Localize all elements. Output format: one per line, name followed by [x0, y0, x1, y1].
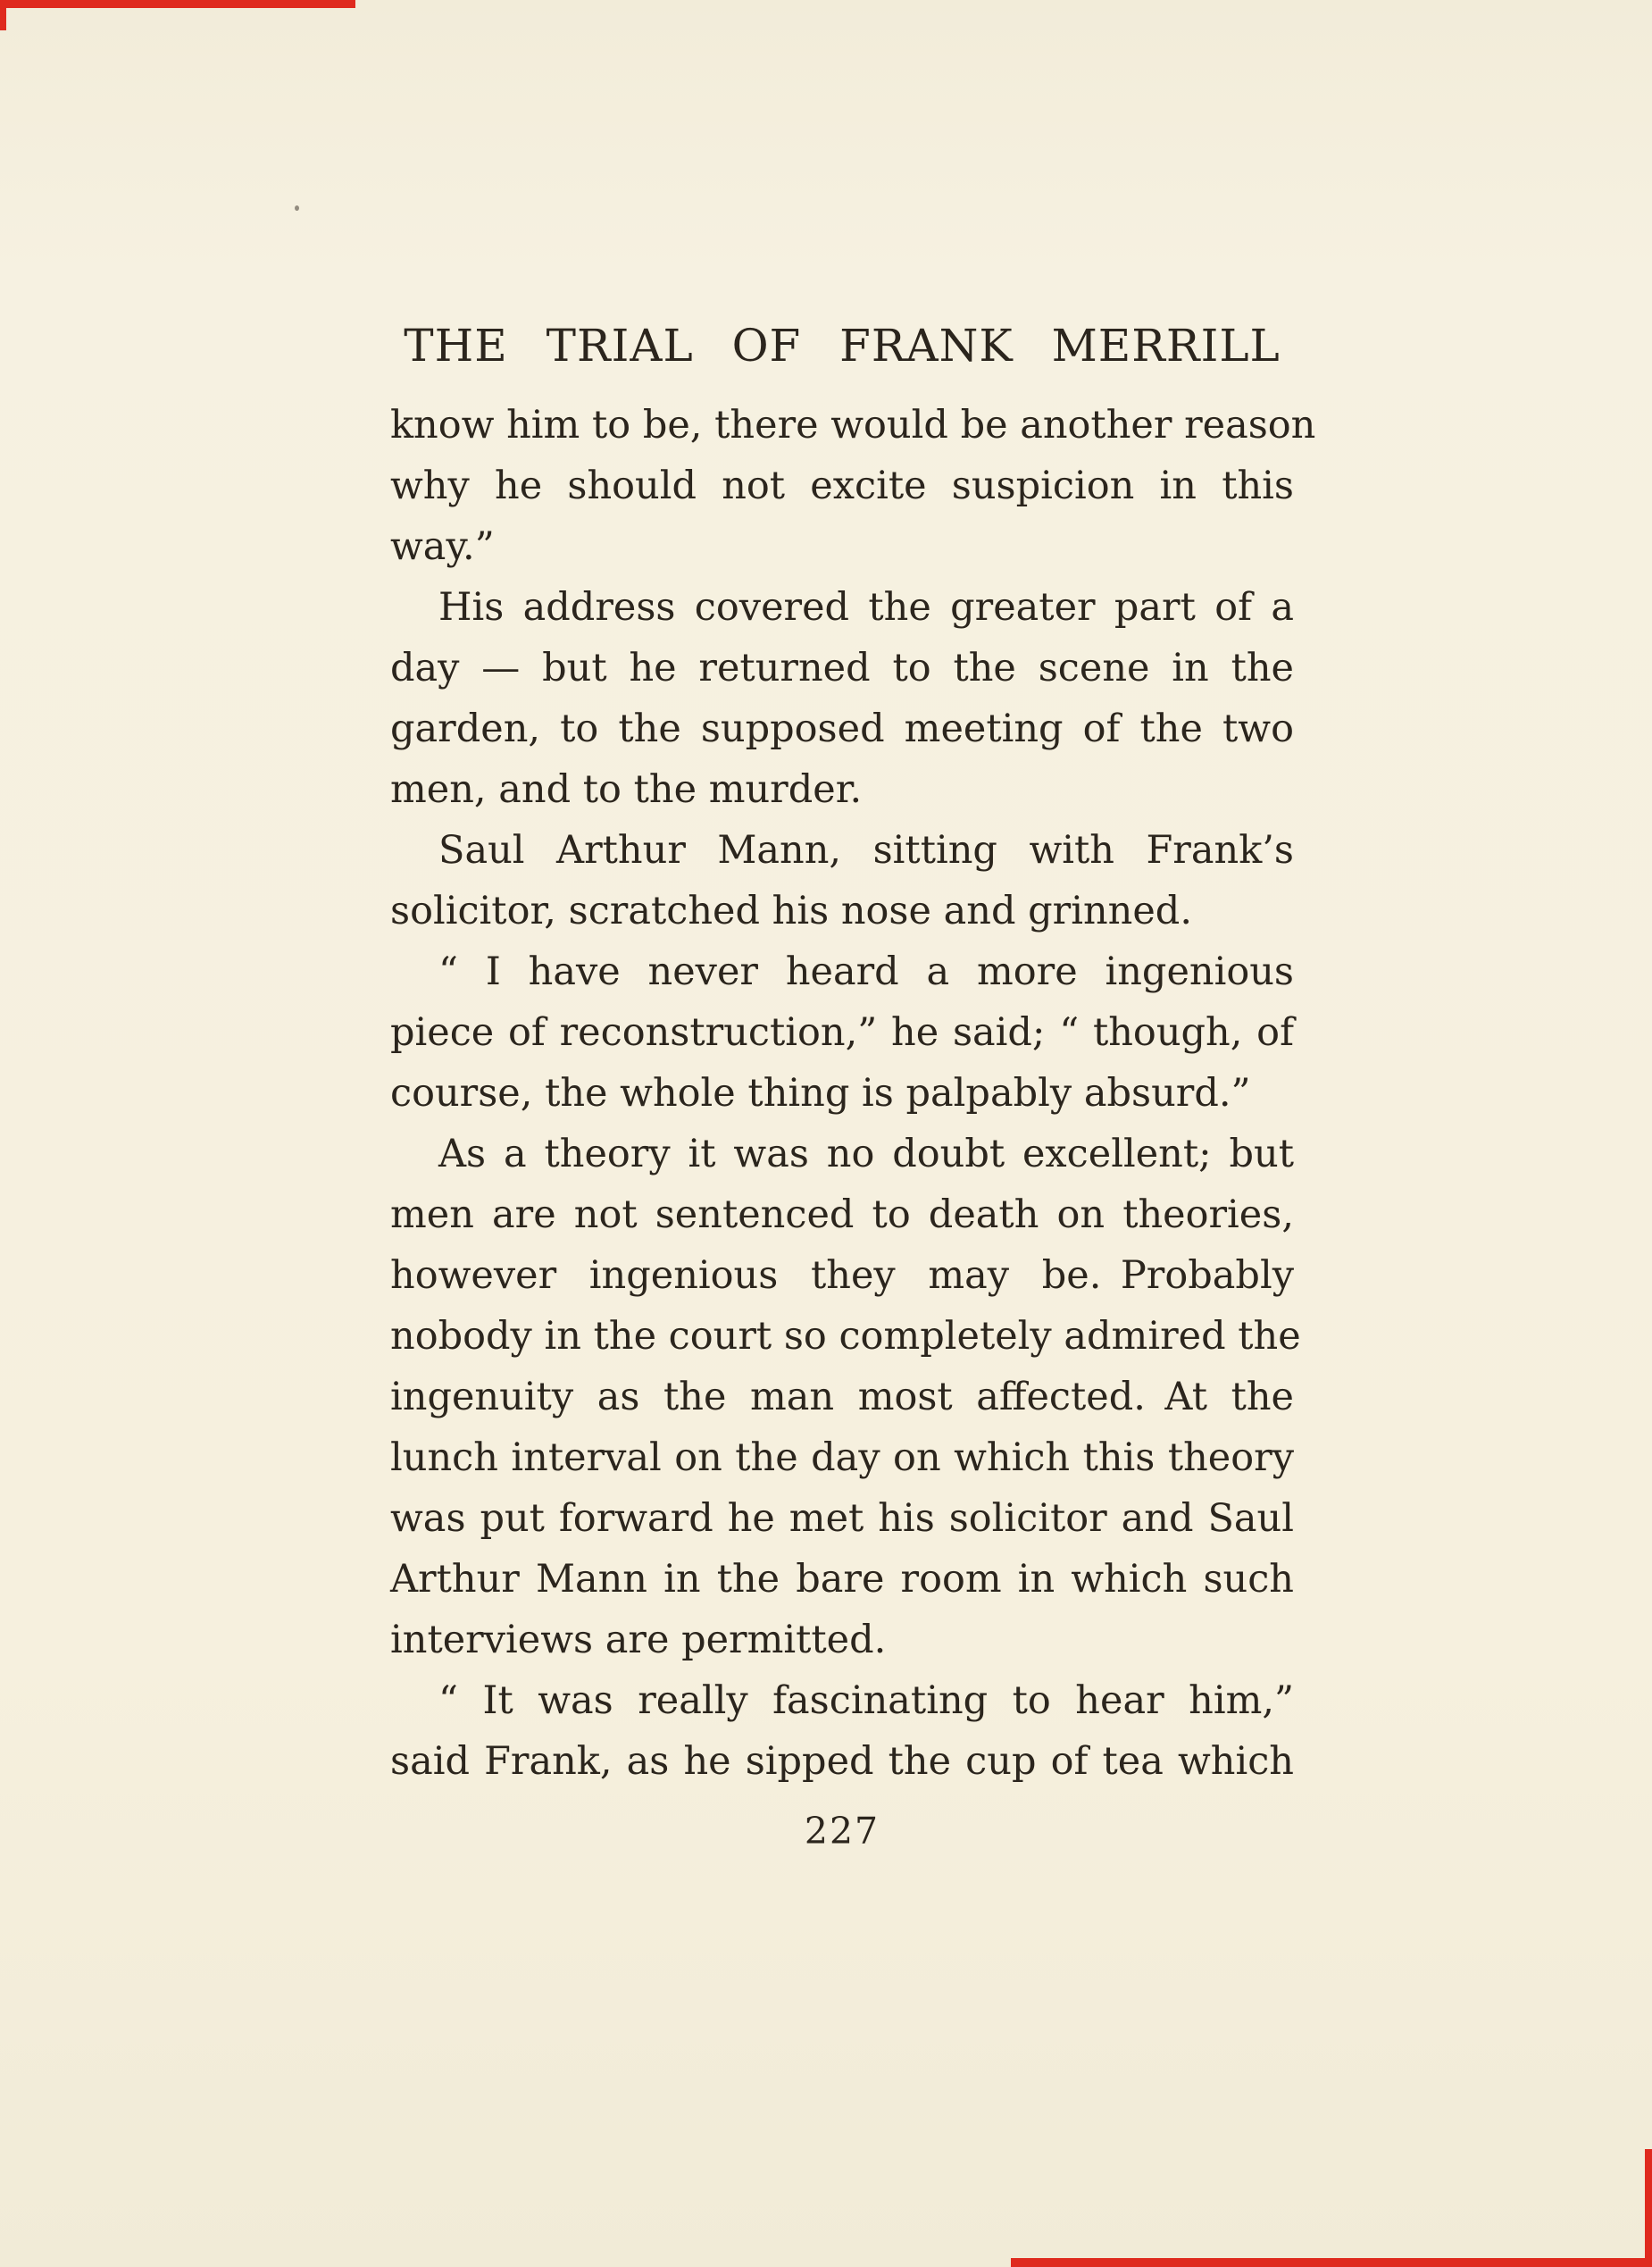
- text-line: however ingenious they may be. Probably: [390, 1253, 1294, 1298]
- text-line: His address covered the greater part of a: [438, 585, 1294, 630]
- text-line: “ It was really fascinating to hear him,”: [438, 1678, 1294, 1723]
- text-line: said Frank, as he sipped the cup of tea which: [390, 1739, 1294, 1784]
- text-line: As a theory it was no doubt excellent; but: [438, 1132, 1294, 1176]
- text-line: lunch interval on the day on which this theory: [390, 1435, 1294, 1480]
- text-line: nobody in the court so completely admired the: [390, 1314, 1301, 1359]
- text-line: way.”: [390, 524, 495, 569]
- text-line: Saul Arthur Mann, sitting with Frank’s: [438, 828, 1294, 873]
- text-line: Arthur Mann in the bare room in which such: [390, 1557, 1294, 1602]
- text-line: know him to be, there would be another reason: [390, 403, 1316, 448]
- text-line: course, the whole thing is palpably absurd.”: [390, 1071, 1251, 1116]
- scan-speck: [295, 205, 299, 211]
- text-line: was put forward he met his solicitor and Saul: [390, 1496, 1294, 1541]
- text-line: why he should not excite suspicion in this: [390, 464, 1294, 508]
- text-line: men are not sentenced to death on theories,: [390, 1192, 1294, 1237]
- text-line: solicitor, scratched his nose and grinned.: [390, 889, 1193, 933]
- scan-mark-bottom-edge: [1011, 2258, 1652, 2267]
- text-line: interviews are permitted.: [390, 1618, 887, 1662]
- text-block: [390, 320, 1316, 1853]
- text-line: ingenuity as the man most affected. At the: [390, 1375, 1294, 1419]
- text-body: [390, 395, 1316, 1792]
- scan-mark-right-side: [1645, 2149, 1652, 2267]
- text-line: day — but he returned to the scene in the: [390, 646, 1294, 690]
- scan-mark-top-left-side: [0, 0, 6, 30]
- running-head: THE TRIAL OF FRANK MERRILL: [404, 320, 1281, 372]
- text-line: garden, to the supposed meeting of the two: [390, 707, 1294, 751]
- text-line: “ I have never heard a more ingenious: [438, 949, 1294, 994]
- page-number: 227: [804, 1810, 880, 1853]
- scan-mark-top-edge: [0, 0, 355, 8]
- text-line: piece of reconstruction,” he said; “ though, of: [390, 1010, 1294, 1055]
- text-line: men, and to the murder.: [390, 767, 863, 812]
